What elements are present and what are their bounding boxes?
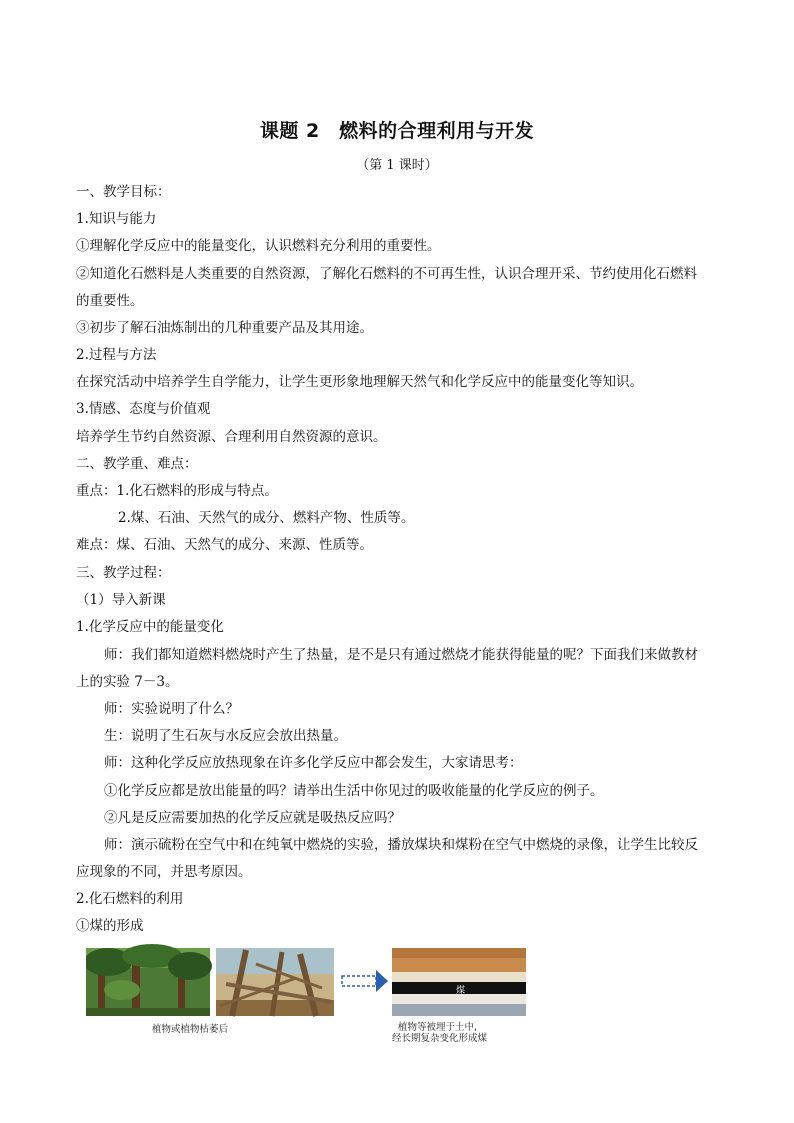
paragraph: 师：这种化学反应放热现象在许多化学反应中都会发生，大家请思考： [104, 755, 523, 771]
coal-layer-label: 煤 [456, 986, 466, 996]
section-heading-process: 三、教学过程： [76, 565, 171, 581]
paragraph: ③初步了解石油炼制出的几种重要产品及其用途。 [76, 320, 373, 336]
subheading-intro: （1）导入新课 [76, 592, 166, 608]
paragraph: 2.煤、石油、天然气的成分、燃料产物、性质等。 [118, 510, 415, 526]
paragraph: 上的实验 7－3。 [76, 674, 179, 690]
figure-caption-left: 植物或植物枯萎后 [152, 1024, 229, 1035]
subheading-knowledge: 1.知识与能力 [76, 211, 157, 227]
figure-caption-right-1: 植物等被埋于土中, [398, 1022, 478, 1033]
paragraph: 培养学生节约自然资源、合理利用自然资源的意识。 [76, 429, 387, 445]
strata-panel [392, 948, 526, 1016]
paragraph: 重点：1.化石燃料的形成与特点。 [76, 483, 278, 499]
paragraph: 师：实验说明了什么？ [104, 701, 239, 717]
paragraph: 在探究活动中培养学生自学能力，让学生更形象地理解天然气和化学反应中的能量变化等知识。 [76, 374, 643, 390]
subheading-fossil-fuels: 2.化石燃料的利用 [76, 891, 184, 907]
coal-formation-figure [86, 944, 536, 1044]
paragraph: 难点：煤、石油、天然气的成分、来源、性质等。 [76, 537, 373, 553]
dead-trees-panel [216, 948, 334, 1016]
paragraph: ①化学反应都是放出能量的吗？请举出生活中你见过的吸收能量的化学反应的例子。 [104, 783, 604, 799]
page-subtitle: （第 1 课时） [356, 158, 438, 173]
paragraph: 师：演示硫粉在空气中和在纯氧中燃烧的实验，播放煤块和煤粉在空气中燃烧的录像，让学生比较反 [104, 837, 698, 853]
arrow-icon [342, 970, 388, 992]
subheading-energy: 1.化学反应中的能量变化 [76, 619, 224, 635]
subheading-attitude: 3.情感、态度与价值观 [76, 401, 211, 417]
figure-caption-right-2: 经长期复杂变化形成煤 [392, 1033, 488, 1044]
paragraph: ①理解化学反应中的能量变化，认识燃料充分利用的重要性。 [76, 238, 441, 254]
subheading-process: 2.过程与方法 [76, 347, 157, 363]
section-heading-objectives: 一、教学目标： [76, 184, 171, 200]
paragraph: 应现象的不同，并思考原因。 [76, 864, 252, 880]
paragraph: ②凡是反应需要加热的化学反应就是吸热反应吗？ [104, 810, 401, 826]
paragraph: ②知道化石燃料是人类重要的自然资源，了解化石燃料的不可再生性，认识合理开采、节约使用化石燃料 [76, 266, 697, 282]
page-title: 课题 2 燃料的合理利用与开发 [259, 120, 535, 142]
paragraph: 的重要性。 [76, 293, 144, 309]
subheading-coal-formation: ①煤的形成 [76, 918, 144, 934]
forest-panel [86, 944, 212, 1016]
section-heading-keypoints: 二、教学重、难点： [76, 456, 198, 472]
paragraph: 师：我们都知道燃料燃烧时产生了热量，是不是只有通过燃烧才能获得能量的呢？下面我们来做教材 [104, 647, 698, 663]
paragraph: 生：说明了生石灰与水反应会放出热量。 [104, 728, 347, 744]
